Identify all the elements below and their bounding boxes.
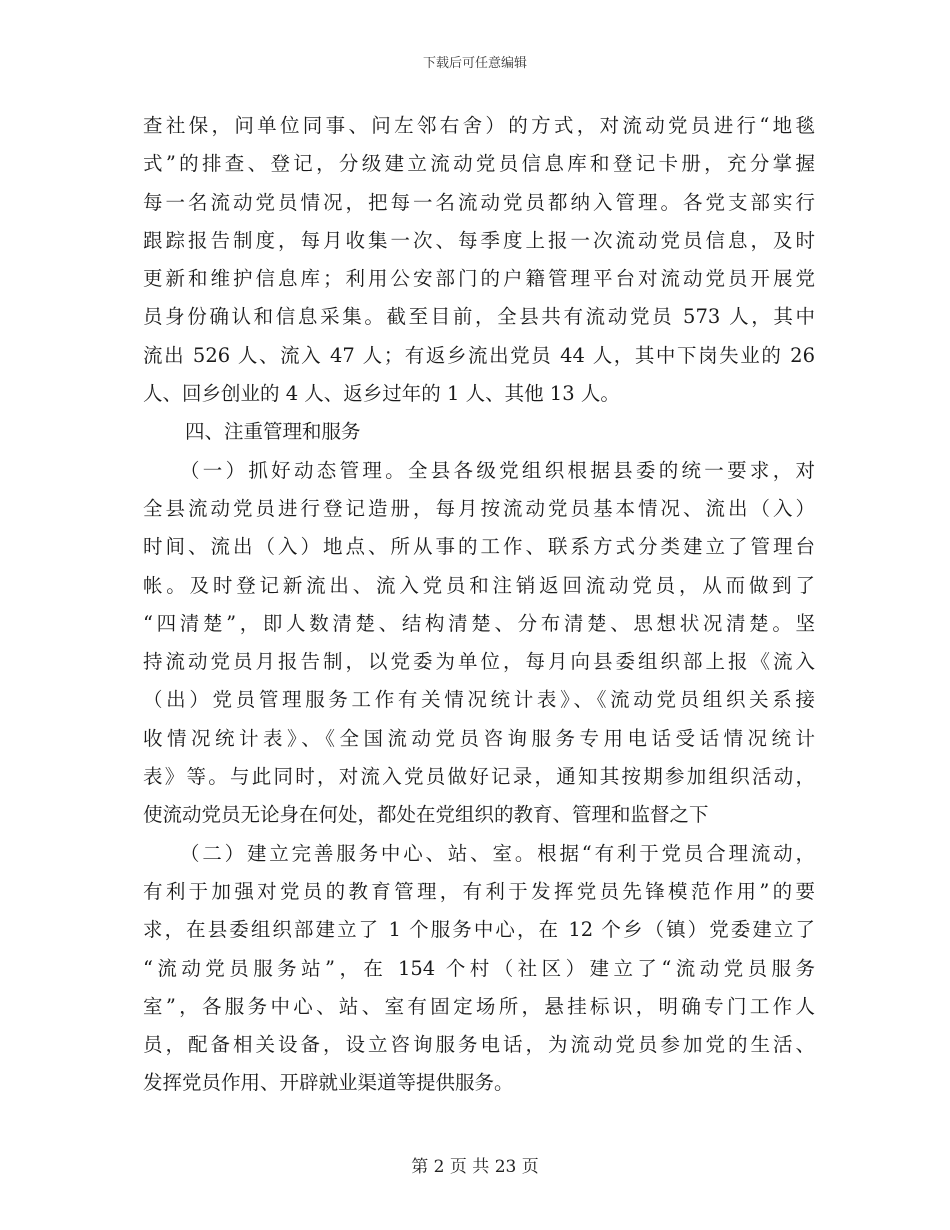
text-line: 收情况统计表》、《全国流动党员咨询服务专用电话受话情况统计 <box>143 726 815 750</box>
text-line: 发挥党员作用、开辟就业渠道等提供服务。 <box>143 1071 514 1095</box>
text-line: 更新和维护信息库；利用公安部门的户籍管理平台对流动党员开展党 <box>143 267 815 291</box>
text-line: 时间、流出（入）地点、所从事的工作、联系方式分类建立了管理台 <box>143 535 815 559</box>
text-line: 查社保，问单位同事、问左邻右舍）的方式，对流动党员进行“地毯 <box>143 114 815 137</box>
text-line: 每一名流动党员情况，把每一名流动党员都纳入管理。各党支部实行 <box>143 190 815 214</box>
text-line: 表》等。与此同时，对流入党员做好记录，通知其按期参加组织活动， <box>143 765 815 789</box>
text-line: 式”的排查、登记，分级建立流动党员信息库和登记卡册，充分掌握 <box>143 152 815 176</box>
text-line: 人、回乡创业的 4 人、返乡过年的 1 人、其他 13 人。 <box>143 382 620 406</box>
text-line: 有利于加强对党员的教育管理，有利于发挥党员先锋模范作用”的要 <box>143 879 815 903</box>
page-header: 下载后可任意编辑 <box>422 56 527 71</box>
text-line: （二）建立完善服务中心、站、室。根据“有利于党员合理流动， <box>180 841 815 865</box>
text-line: “流动党员服务站”，在 154 个村（社区）建立了“流动党员服务 <box>143 956 815 980</box>
page-number-footer: 第 2 页 共 23 页 <box>411 1157 539 1177</box>
text-line: 全县流动党员进行登记造册，每月按流动党员基本情况、流出（入） <box>143 496 815 520</box>
text-line: 求，在县委组织部建立了 1 个服务中心，在 12 个乡（镇）党委建立了 <box>143 918 815 942</box>
text-line: 使流动党员无论身在何处，都处在党组织的教育、管理和监督之下 <box>143 803 709 827</box>
section-heading: 四、注重管理和服务 <box>185 420 361 444</box>
text-line: 室”，各服务中心、站、室有固定场所，悬挂标识，明确专门工作人 <box>143 994 815 1018</box>
text-line: 跟踪报告制度，每月收集一次、每季度上报一次流动党员信息，及时 <box>143 228 815 252</box>
text-line: 员，配备相关设备，设立咨询服务电话，为流动党员参加党的生活、 <box>143 1033 815 1057</box>
text-line: 持流动党员月报告制，以党委为单位，每月向县委组织部上报《流入 <box>143 650 815 674</box>
text-line: 帐。及时登记新流出、流入党员和注销返回流动党员，从而做到了 <box>143 573 815 597</box>
document-body <box>143 107 815 1103</box>
text-line: “四清楚”，即人数清楚、结构清楚、分布清楚、思想状况清楚。坚 <box>143 611 815 635</box>
text-line: 流出 526 人、流入 47 人；有返乡流出党员 44 人，其中下岗失业的 26 <box>143 343 815 367</box>
text-line: （出）党员管理服务工作有关情况统计表》、《流动党员组织关系接 <box>143 688 815 712</box>
text-line: （一）抓好动态管理。全县各级党组织根据县委的统一要求，对 <box>180 458 815 482</box>
text-line: 员身份确认和信息采集。截至目前，全县共有流动党员 573 人，其中 <box>143 305 815 329</box>
